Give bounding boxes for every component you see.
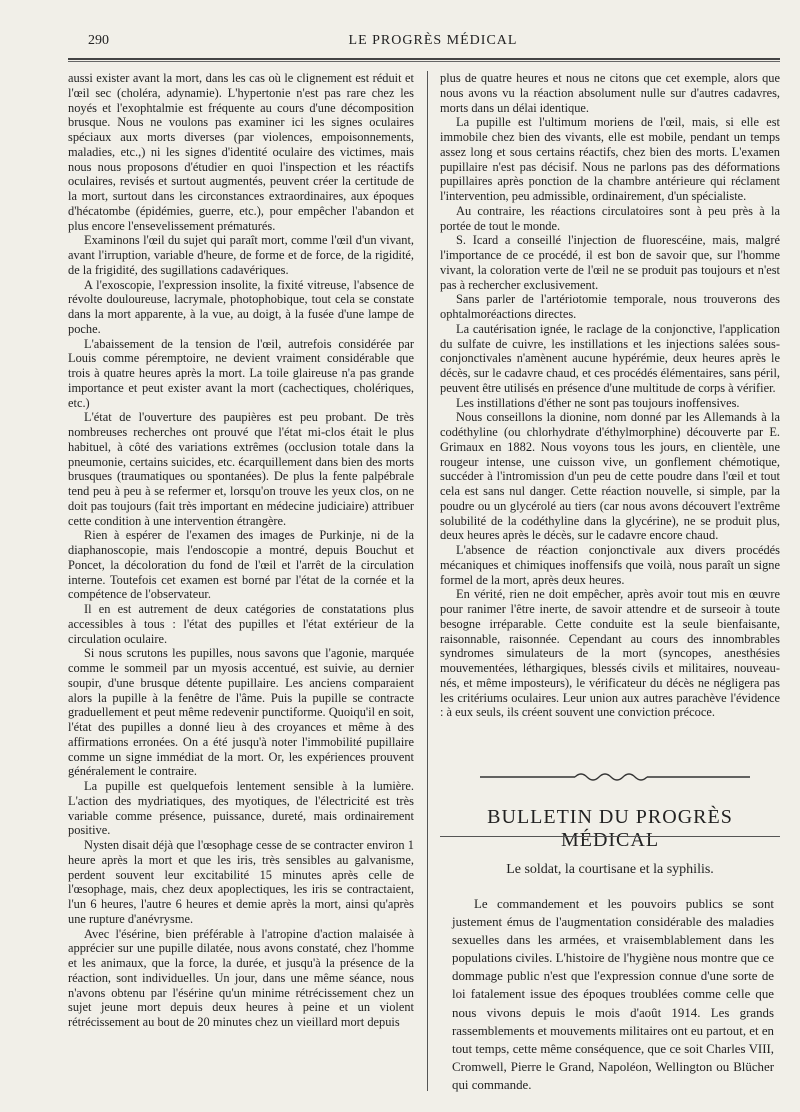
paragraph: La cautérisation ignée, le raclage de la conjonctive, l'application du sulfate de cuivre, les instillations et les injections salées sous-conjonctivales n'amènent aucune hypérémie, deux heures après le décès, sur le cadavre chaud, et ces procédés élémentaires, sans péril, peuvent être utilisés en présence d'une multitude de corps à vérifier. [440, 321, 780, 395]
paragraph: Examinons l'œil du sujet qui paraît mort, comme l'œil d'un vivant, avant l'irruption, variable d'heure, de forme et de force, de la rigidité, de la frigidité, des sugillations cadavériques. [68, 233, 414, 277]
page-number: 290 [88, 33, 109, 48]
paragraph: Si nous scrutons les pupilles, nous savons que l'agonie, marquée comme le sommeil par un myosis accentué, est suivie, au dernier soupir, d'une brusque détente pupillaire. Les anciens comparaient alors la pupille à la fenêtre de l'âme. Puis la pupille se contracte graduellement et peut même redevenir punctiforme. Quoiqu'il en soit, l'état des pupilles a donné lieu à des croyances et même à des affirmations erronées. On a été jusqu'à noter l'immobilité pupillaire comme un signe immédiat de la mort. Or, les expériences prouvent généralement le contraire. [68, 646, 414, 779]
header-rule [68, 58, 780, 60]
left-column [68, 71, 414, 1030]
running-title: LE PROGRÈS MÉDICAL [348, 33, 518, 48]
bulletin-rule [440, 836, 780, 837]
header-rule-thin [68, 61, 780, 62]
paragraph: Nysten disait déjà que l'œsophage cesse de se contracter environ 1 heure après la mort et que les iris, très sensibles au galvanisme, perdent souvent leur excitabilité 15 minutes après celle de l'œsophage, mais, chez deux apoplectiques, les iris se contractaient, l'un 6 heures, l'autre 6 heures et demie après la mort, ainsi qu'après une rupture d'anévrysme. [68, 838, 414, 926]
paragraph: En vérité, rien ne doit empêcher, après avoir tout mis en œuvre pour ranimer l'être inerte, de savoir attendre et de surseoir à toute besogne irréparable. Cette conduite est la seule bienfaisante, raisonnable, raisonnée. Cependant au cours des innombrables syndromes simulateurs de la mort (syncopes, anesthésies mouvementées, léthargiques, blessés civils et militaires, nouveau-nés, et même imposteurs), le vérificateur du décès ne négligera pas les critériums oculaires. Leur union aux autres parachève l'évidence : à eux seuls, ils créent souvent une conviction précoce. [440, 587, 780, 720]
paragraph: Le commandement et les pouvoirs publics se sont justement émus de l'augmentation considérable des maladies sexuelles dans les armées, et vraisemblablement dans les populations civiles. L'histoire de l'hygiène nous montre que ce dommage public n'est que l'expression connue d'une sorte de loi fatalement issue des époques troublées comme celle que nous vivons depuis le mois d'août 1914. Les grands rassemblements et mouvements militaires ont eu partout, et en tout temps, cette même conséquence, que ce soit Charles VIII, Cromwell, Pierre le Grand, Napoléon, Wellington ou Blücher qui commande. [452, 897, 774, 1092]
paragraph: Avec l'ésérine, bien préférable à l'atropine d'action malaisée à apprécier sur une pupille dilatée, nous avons constaté, chez l'homme et les animaux, que la force, la durée, et jusqu'à la présence de la réaction, sont individuelles. Un jour, dans une même séance, nous n'avons obtenu par l'ésérine qu'un minime rétrécissement chez un sujet jeune mort depuis deux heures à peine et un violent rétrécissement au bout de 20 minutes chez un vieillard mort depuis [68, 926, 414, 1029]
paragraph: Rien à espérer de l'examen des images de Purkinje, ni de la diaphanoscopie, mais l'endoscopie a montré, depuis Bouchut et Poncet, la décoloration du fond de l'œil et l'arrêt de la circulation interne. Toutefois cet examen est borné par l'état de la cornée et la compétence de l'observateur. [68, 528, 414, 602]
paragraph: La pupille est quelquefois lentement sensible à la lumière. L'action des mydriatiques, des myotiques, de l'électricité est très variable comme présence, puissance, dureté, mais ordinairement positive. [68, 779, 414, 838]
paragraph: L'abaissement de la tension de l'œil, autrefois considérée par Louis comme péremptoire, ne devient vraiment considérable que trois à quatre heures après la mort. La toile glaireuse n'a pas grande importance et peut exister avant la mort (cachectiques, cholériques, etc.) [68, 336, 414, 410]
paragraph: A l'exoscopie, l'expression insolite, la fixité vitreuse, l'absence de révolte douloureuse, lacrymale, photophobique, tout cela se constate dans la mort apparente, à la vue, au doigt, à la fusée d'une lampe de poche. [68, 277, 414, 336]
paragraph: Les instillations d'éther ne sont pas toujours inoffensives. [456, 395, 740, 410]
bulletin-heading: BULLETIN DU PROGRÈS MÉDICAL [487, 806, 733, 851]
paragraph: L'absence de réaction conjonctivale aux divers procédés mécaniques et chimiques inoffensifs que voilà, nous paraît un signe formel de la mort, après deux heures. [440, 543, 780, 587]
paragraph: Au contraire, les réactions circulatoires sont à peu près à la portée de tout le monde. [440, 203, 780, 233]
paragraph: L'état de l'ouverture des paupières est peu probant. De très nombreuses recherches ont prouvé que l'état mi-clos était le plus habituel, à côté des variations extrêmes (occlusion totale dans la pneumonie, certains suicides, etc. écarquillement dans bien des morts brusques (traumatiques ou spontanées). De plus la fente palpébrale tend peu à peu à se refermer et, lorsqu'on trouve les yeux clos, on ne doit pas toujours (fait très important en médecine judiciaire) attribuer cette condition à une intervention étrangère. [68, 410, 414, 528]
article-body [452, 895, 774, 1094]
paragraph: plus de quatre heures et nous ne citons que cet exemple, alors que nous avons vu la réaction absolument nulle sur d'autres cadavres, morts dans un délai identique. [440, 71, 780, 115]
paragraph: Sans parler de l'artériotomie temporale, nous trouverons des ophtalmoréactions directes. [440, 292, 780, 321]
paragraph: La pupille est l'ultimum moriens de l'œil, mais, si elle est immobile chez bien des vivants, elle est mobile, pendant un temps assez long et sous certains réactifs, chez bien des morts. L'examen pupillaire n'est pas décisif. Nous ne parlons pas des déformations pupillaires après ponction de la chambre antérieure qui réclament l'intervention, peu admissible, ordinairement, d'un spécialiste. [440, 115, 780, 203]
article-title: Le soldat, la courtisane et la syphilis. [506, 862, 714, 877]
page-header [88, 33, 778, 55]
column-divider [427, 71, 428, 1091]
paragraph: aussi exister avant la mort, dans les cas où le clignement est réduit et l'œil sec (choléra, adynamie). L'hypertonie n'est pas rare chez les noyés et l'exophtalmie est fréquente au cours d'une décomposition brusque. Nous ne voulons pas examiner ici les signes oculaires spéciaux aux morts diverses (par violences, empoisonnements, maladies, etc.,) ni les signes d'identité oculaire des victimes, mais nous nous proposons d'étudier en quoi l'inspection et les réactifs oculaires, revisés et surtout augmentés, peuvent créer la certitude de la mort, surtout dans les circonstances extraordinaires, aux époques d'hécatombe (épidémies, guerre, etc.), pour empêcher l'abandon et plus encore l'ensevelissement prématurés. [68, 71, 414, 233]
paragraph: Il en est autrement de deux catégories de constatations plus accessibles à tous : l'état des pupilles et l'état extérieur de la circulation oculaire. [68, 602, 414, 646]
right-column [440, 71, 780, 720]
section-ornament [480, 770, 750, 784]
paragraph: Nous conseillons la dionine, nom donné par les Allemands à la codéthyline (ou chlorhydrate d'éthylmorphine) découverte par E. Grimaux en 1882. Nous voyons tous les jours, en clientèle, une rougeur intense, une cuisson vive, un gonflement chémotique, succéder à l'intromission d'un peu de cette poudre dans l'œil et tout cela est sans nul danger. Cette réaction nouvelle, si simple, par la poudre ou un glycérolé au tiers (car nous avons découvert l'extrême solubilité de la codéthyline dans la glycérine), ne se produit plus, deux heures après le décès, sur le cadavre encore chaud. [440, 410, 780, 543]
paragraph: S. Icard a conseillé l'injection de fluorescéine, mais, malgré l'importance de ce procédé, il est bon de savoir que, sur l'homme vivant, la coloration verte de l'œil ne se produit pas toujours et n'est pas à rechercher exclusivement. [440, 233, 780, 292]
